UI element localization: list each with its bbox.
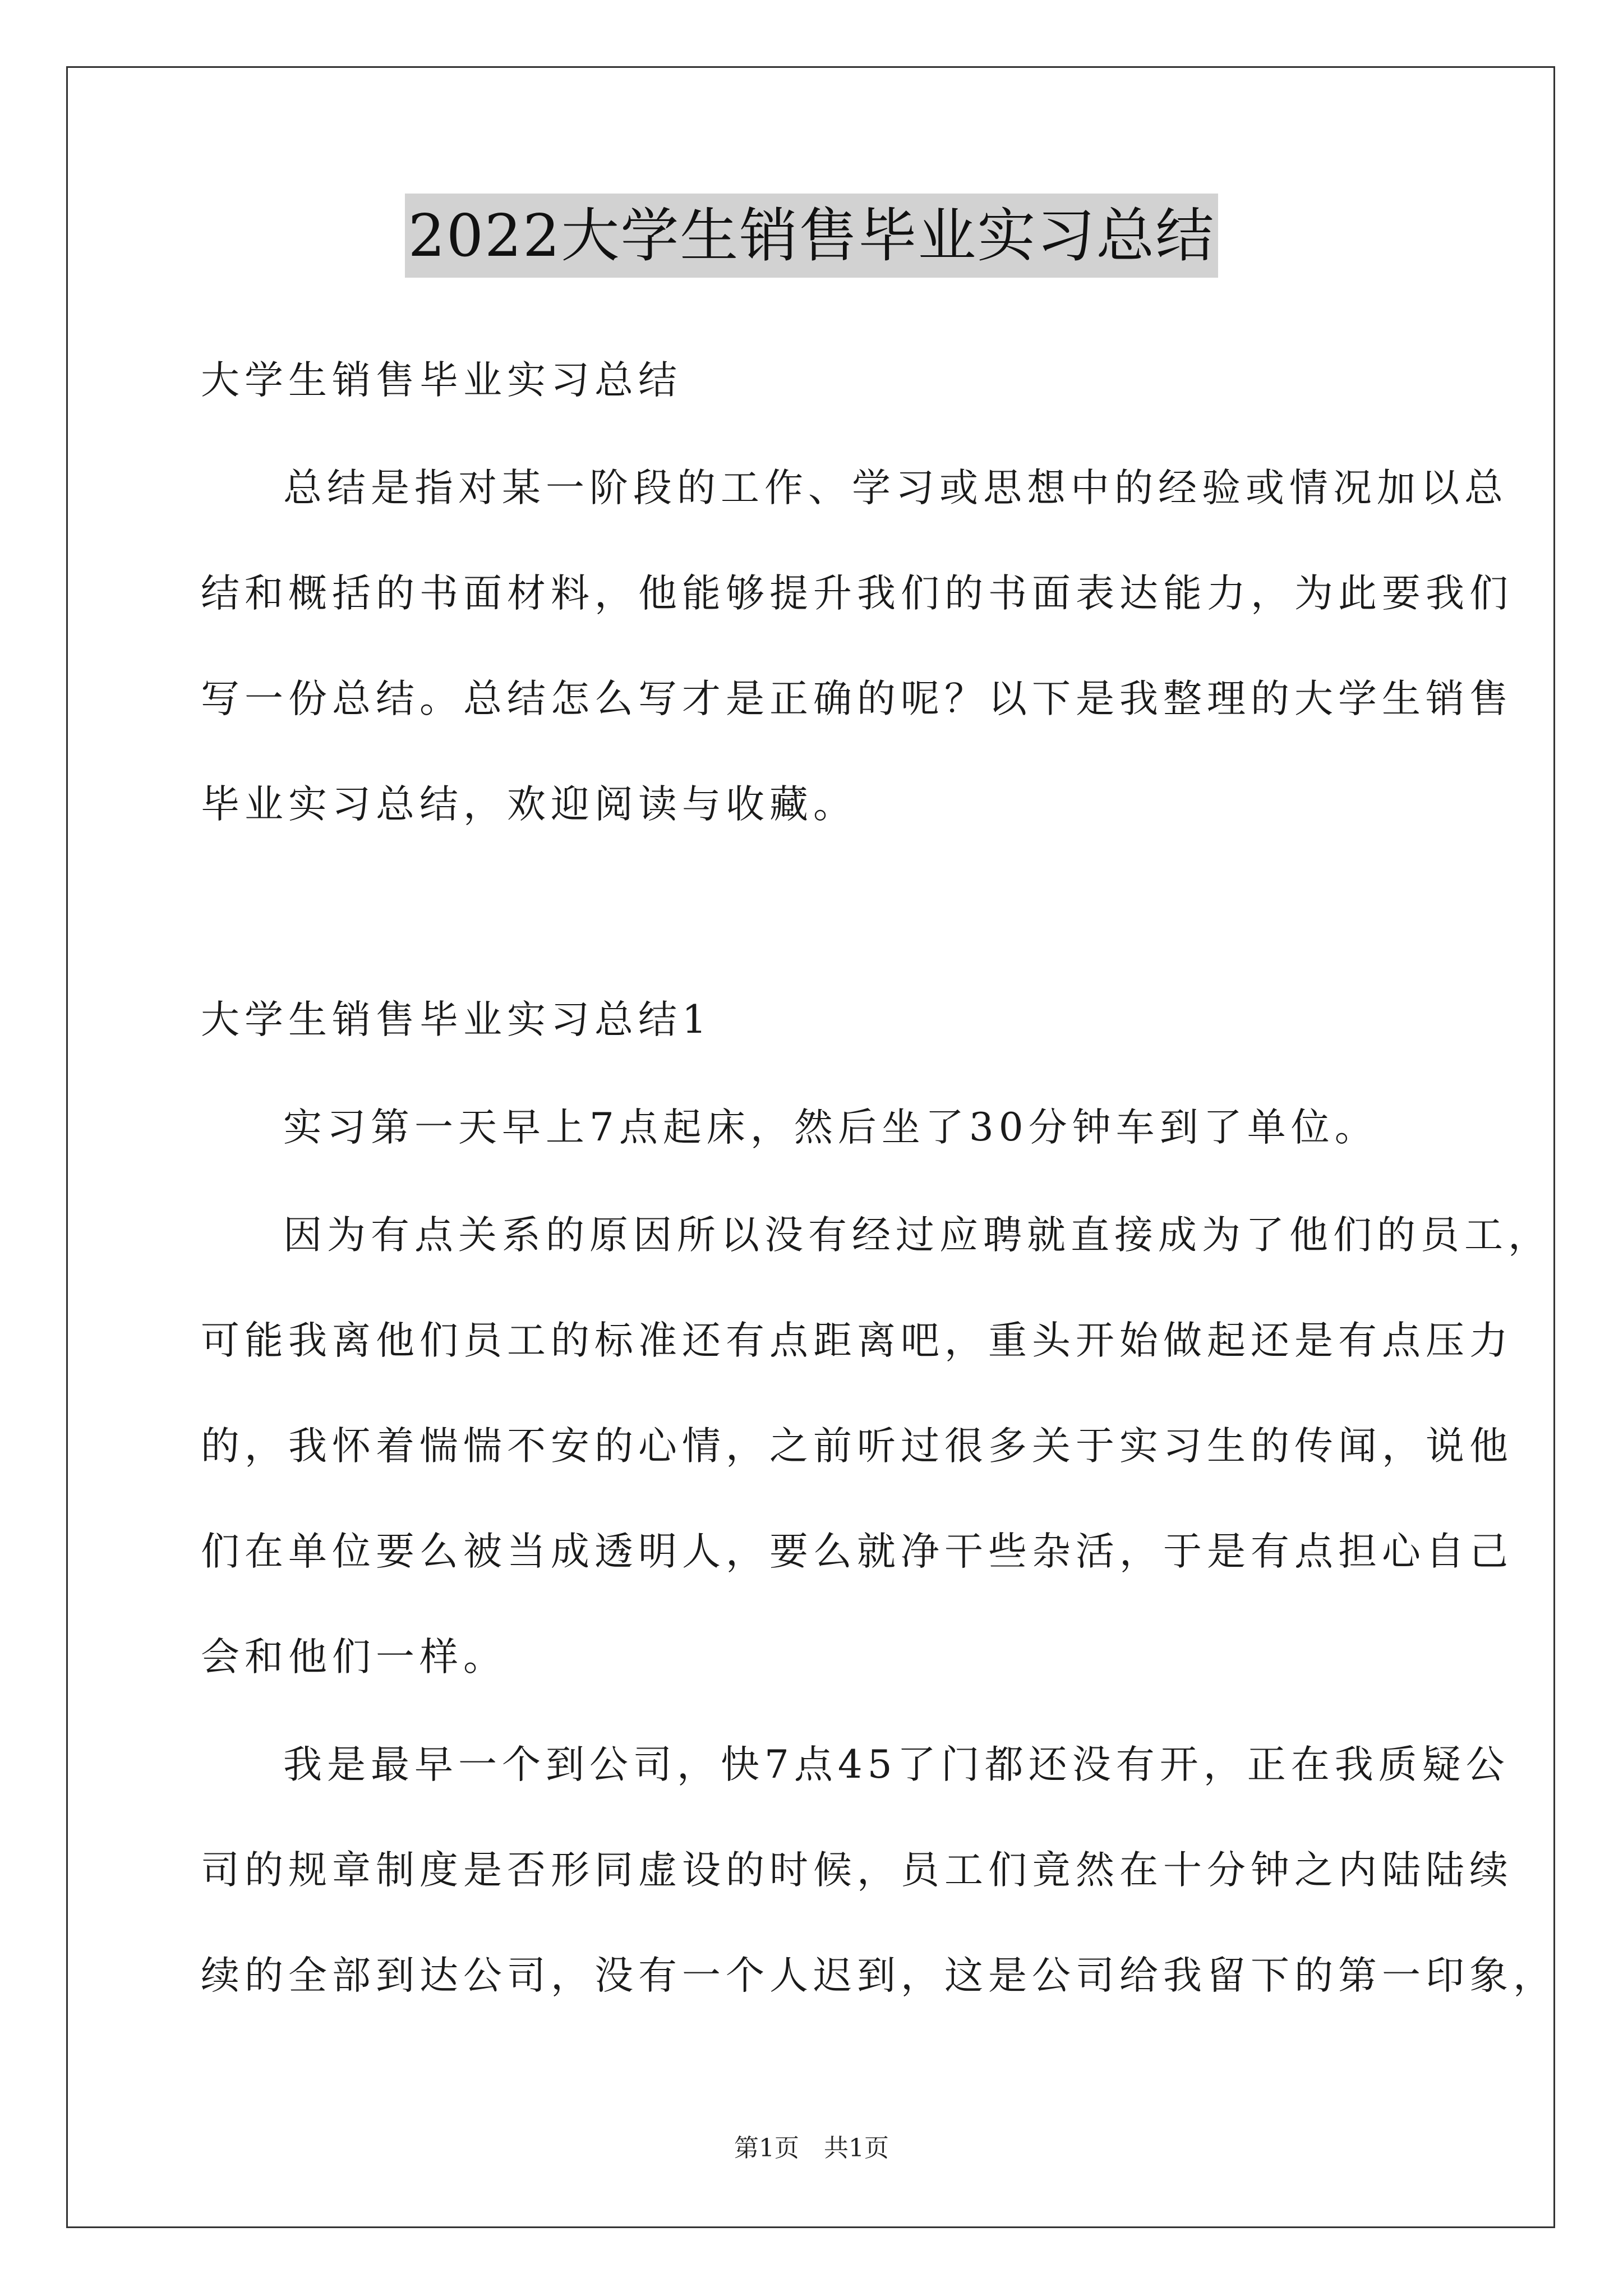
paragraph-line: 会和他们一样。: [201, 1635, 507, 1680]
page-number-footer: 第1页 共1页: [734, 2134, 889, 2162]
paragraph-line: 总结是指对某一阶段的工作、学习或思想中的经验或情况加以总: [283, 466, 1508, 510]
paragraph-line: 的，我怀着惴惴不安的心情，之前听过很多关于实习生的传闻，说他: [201, 1424, 1513, 1469]
subtitle: 大学生销售毕业实习总结: [201, 358, 682, 403]
paragraph-line: 结和概括的书面材料，他能够提升我们的书面表达能力，为此要我们: [201, 571, 1513, 616]
paragraph-line: 们在单位要么被当成透明人，要么就净干些杂活，于是有点担心自己: [201, 1529, 1513, 1574]
document-title: 2022大学生销售毕业实习总结: [405, 194, 1219, 278]
paragraph-line: 毕业实习总结，欢迎阅读与收藏。: [201, 782, 857, 827]
paragraph-line: 续的全部到达公司，没有一个人迟到，这是公司给我留下的第一印象，: [201, 1953, 1557, 1998]
paragraph-line: 司的规章制度是否形同虚设的时候，员工们竟然在十分钟之内陆陆续: [201, 1848, 1513, 1893]
paragraph-line: 可能我离他们员工的标准还有点距离吧，重头开始做起还是有点压力: [201, 1318, 1513, 1363]
paragraph-line: 因为有点关系的原因所以没有经过应聘就直接成为了他们的员工，: [283, 1213, 1552, 1258]
paragraph-line: 我是最早一个到公司，快7点45了门都还没有开，正在我质疑公: [283, 1742, 1510, 1787]
title-container: [0, 194, 1623, 278]
section-heading: 大学生销售毕业实习总结1: [201, 997, 712, 1042]
paragraph-line: 实习第一天早上7点起床，然后坐了30分钟车到了单位。: [283, 1105, 1378, 1150]
paragraph-line: 写一份总结。总结怎么写才是正确的呢？以下是我整理的大学生销售: [201, 677, 1513, 721]
